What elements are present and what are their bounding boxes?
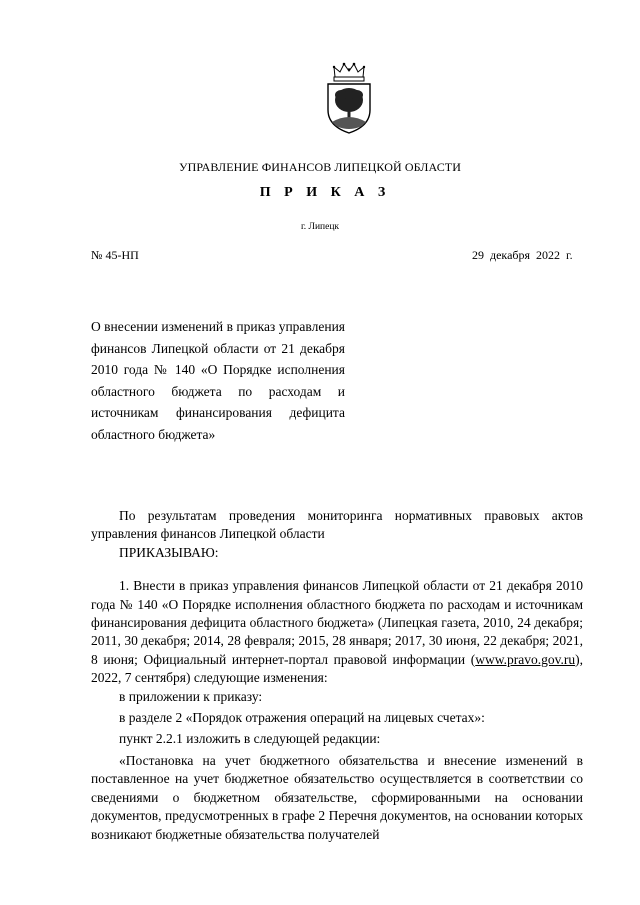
item-1-paragraph [91, 577, 583, 687]
document-date: 29 декабря 2022 г. [472, 248, 573, 262]
order-word: ПРИКАЗЫВАЮ: [119, 544, 219, 560]
quote-paragraph: «Постановка на учет бюджетного обязательства и внесение изменений в поставленное на учет бюджетное обязательство осуществляется в соответствии со сведениями о бюджетном обязательстве, сформированными на основании документов, предусмотренных в графе 2 Перечня документов, на основании которых возникают бюджетные обязательства получателей [91, 752, 583, 842]
item-1-text-start: 1. Внести в приказ управления финансов Липецкой области от 21 декабря 2010 года № 140 «О Порядке исполнения областного бюджета по расходам и источникам финансирования дефицита областного бюджета» (Липецкая газета, 2010, 24 декабря; 2011, 30 декабря; 2014, 28 февраля; 2015, 28 января; 2017, 30 июня, 22 декабря; 2021, 8 июня; Официальный интернет-портал правовой информации ( [91, 578, 583, 667]
appendix-line: в приложении к приказу: [119, 688, 263, 704]
coat-of-arms-emblem [326, 62, 372, 134]
document-type-title: П Р И К А З [259, 185, 391, 200]
document-body [91, 507, 583, 844]
preamble-paragraph: По результатам проведения мониторинга нормативных правовых актов управления финансов Липецкой области [91, 508, 583, 542]
point-line: пункт 2.2.1 изложить в следующей редакции: [119, 731, 381, 747]
document-subject: О внесении изменений в приказ управления финансов Липецкой области от 21 декабря 2010 года № 140 «О Порядке исполнения областного бюджета по расходам и источникам финансирования дефицита областного бюджета» [91, 319, 345, 442]
section-line: в разделе 2 «Порядок отражения операций на лицевых счетах»: [119, 710, 485, 726]
item-1-text-end: ), 2022, 7 сентября) следующие изменения: [91, 651, 583, 686]
document-number: № 45-НП [91, 248, 139, 262]
city-label: г. Липецк [300, 222, 340, 232]
pravo-gov-link[interactable]: www.pravo.gov.ru [475, 651, 576, 667]
organization-name: УПРАВЛЕНИЕ ФИНАНСОВ ЛИПЕЦКОЙ ОБЛАСТИ [178, 160, 462, 174]
